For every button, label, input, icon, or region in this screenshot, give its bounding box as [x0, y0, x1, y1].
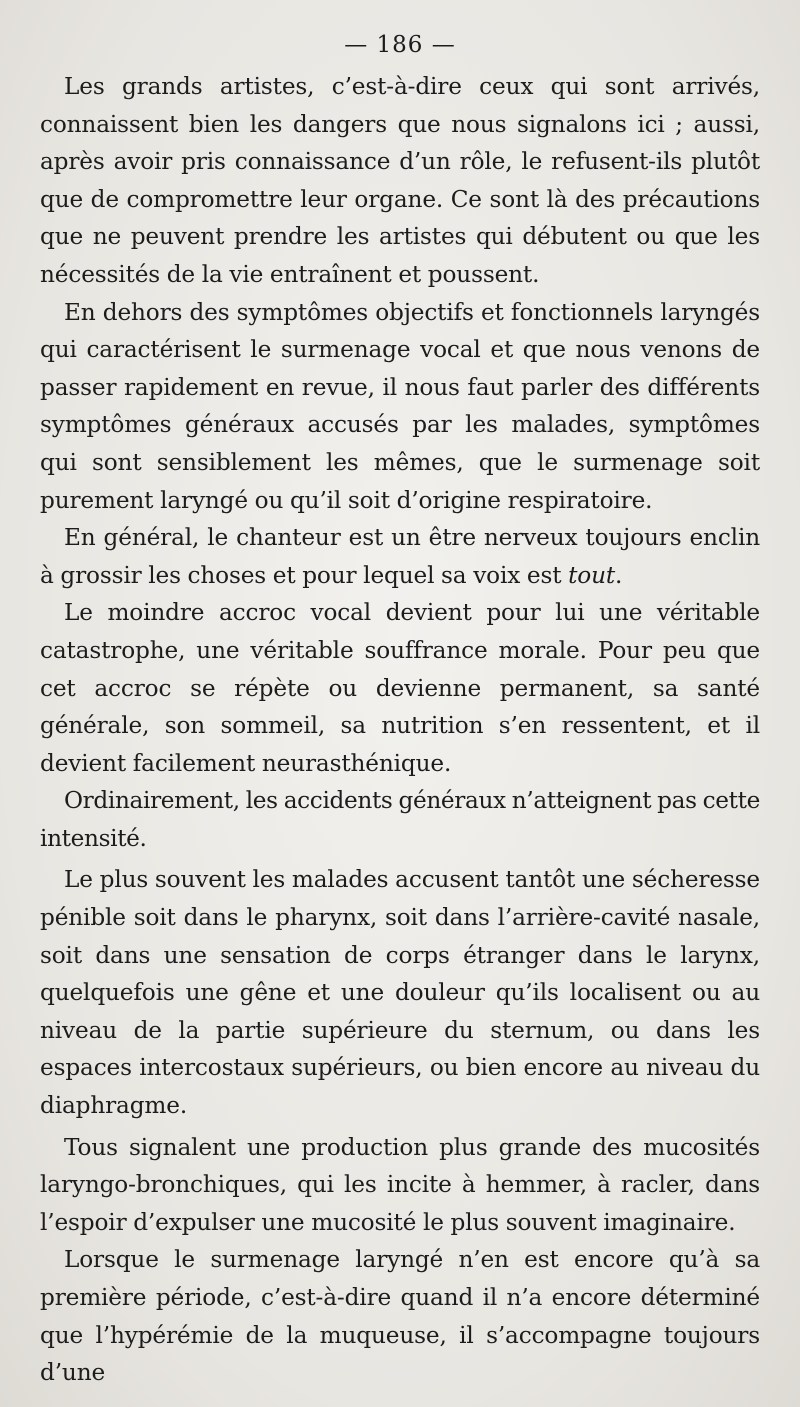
paragraph-3-text: En général, le chanteur est un être nerveux toujours enclin à grossir les choses et pour lequel sa voix est — [40, 524, 760, 589]
body-text — [40, 68, 760, 1392]
paragraph-8: Lorsque le surmenage laryngé n’en est encore qu’à sa première période, c’est-à-dire quand il n’a encore déterminé que l’hypérémie de la muqueuse, il s’accompagne toujours d’une — [40, 1246, 760, 1387]
paragraph-2: En dehors des symptômes objectifs et fonctionnels laryngés qui caractérisent le surmenage vocal et que nous venons de passer rapidement en revue, il nous faut parler des différents symptômes généraux accusés par les malades, symptômes qui sont sensiblement les mêmes, que le surmenage soit purement laryngé ou qu’il soit d’origine respiratoire. — [40, 298, 760, 514]
paragraph-7: Tous signalent une production plus grande des mucosités laryngo-bronchiques, qui les incite à hemmer, à racler, dans l’espoir d’expulser une mucosité le plus souvent imaginaire. — [40, 1133, 760, 1236]
paragraph-4: Le moindre accroc vocal devient pour lui une véritable catastrophe, une véritable souffrance morale. Pour peu que cet accroc se répète ou devienne permanent, sa santé générale, son sommeil, sa nutrition s’en ressentent, et il devient facilement neurasthénique. — [40, 599, 760, 777]
emphasis-tout: tout — [568, 561, 616, 589]
page-number: — 186 — — [344, 32, 456, 58]
paragraph-1: Les grands artistes, c’est-à-dire ceux qui sont arrivés, connaissent bien les dangers que nous signalons ici ; aussi, après avoir pris connaissance d’un rôle, le refusent-ils plutôt que de compromettre leur organe. Ce sont là des précautions que ne peuvent prendre les artistes qui débutent ou que les nécessités de la vie entraînent et poussent. — [40, 73, 760, 288]
paragraph-3 — [40, 519, 760, 594]
paragraph-5: Ordinairement, les accidents généraux n’atteignent pas cette intensité. — [40, 787, 760, 852]
paragraph-6: Le plus souvent les malades accusent tantôt une sécheresse pénible soit dans le pharynx, soit dans l’arrière-cavité nasale, soit dans une sensation de corps étranger dans le larynx, quelquefois une gêne et une douleur qu’ils localisent ou au niveau de la partie supérieure du sternum, ou dans les espaces intercostaux supérieurs, ou bien encore au niveau du diaphragme. — [40, 866, 760, 1120]
paragraph-3-end: . — [615, 561, 623, 589]
